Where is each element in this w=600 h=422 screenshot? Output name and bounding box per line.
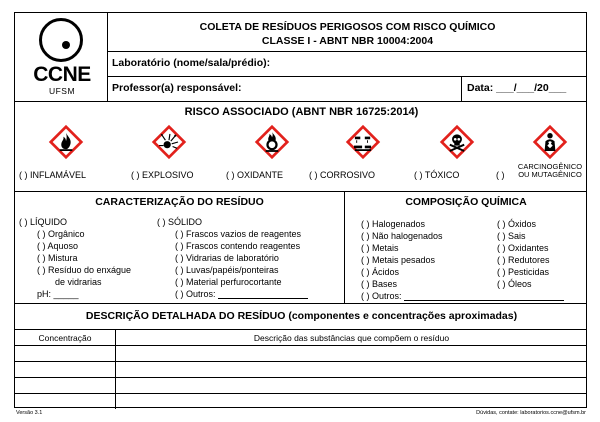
rule [15,303,586,304]
flame-icon [48,124,84,160]
rule [107,76,586,77]
health-hazard-icon [532,124,568,160]
solid-sharps-option[interactable]: ( ) Material perfurocortante [175,277,282,287]
comp-oils-option[interactable]: ( ) Óleos [497,279,532,289]
solid-others-input[interactable] [218,298,308,299]
logo-name: CCNE [33,63,91,86]
explosion-icon [151,124,187,160]
table-row[interactable] [15,345,586,346]
solid-others-label: ( ) Outros: [175,289,216,299]
form-title: COLETA DE RESÍDUOS PERIGOSOS COM RISCO QUÍMICO [199,21,496,33]
table-column-divider [115,329,116,409]
liquid-organic-option[interactable]: ( ) Orgânico [37,229,85,239]
version-label: Versão 3.1 [16,410,43,416]
comp-others-option[interactable] [361,291,564,301]
comp-salts-option[interactable]: ( ) Sais [497,231,526,241]
ph-field[interactable]: pH: _____ [37,289,79,299]
liquid-aqueous-option[interactable]: ( ) Aquoso [37,241,79,251]
risk-corrosive-option[interactable]: ( ) CORROSIVO [309,170,376,180]
comp-heavy-metals-option[interactable]: ( ) Metais pesados [361,255,436,265]
solid-gloves-option[interactable]: ( ) Luvas/papéis/ponteiras [175,265,279,275]
table-row[interactable] [15,377,586,378]
comp-pesticides-option[interactable]: ( ) Pesticidas [497,267,550,277]
rule [15,329,586,330]
comp-others-input[interactable] [404,300,564,301]
concentration-column-header: Concentração [38,333,92,343]
risk-carcinogenic-option[interactable] [512,163,588,179]
comp-metals-option[interactable]: ( ) Metais [361,243,399,253]
composition-title: COMPOSIÇÃO QUÍMICA [405,196,527,208]
solid-others-option[interactable] [175,289,308,299]
solid-option[interactable]: ( ) SÓLIDO [157,217,203,227]
liquid-option[interactable]: ( ) LÍQUIDO [19,217,68,227]
contact-label: Dúvidas, contate: laboratorios.ccne@ufsm.br [476,410,586,416]
risk-explosive-option[interactable]: ( ) EXPLOSIVO [131,170,194,180]
risk-carcinogenic-checkbox[interactable]: ( ) [496,170,505,180]
skull-icon [439,124,475,160]
comp-acids-option[interactable]: ( ) Ácidos [361,267,400,277]
risk-section-title: RISCO ASSOCIADO (ABNT NBR 16725:2014) [184,106,419,118]
logo-sub: UFSM [48,86,76,96]
waste-collection-form [14,12,587,408]
corrosion-icon [345,124,381,160]
comp-bases-option[interactable]: ( ) Bases [361,279,398,289]
carcinogenic-label: CARCINOGÊNICO [517,162,583,171]
comp-others-label: ( ) Outros: [361,291,402,301]
flame-over-circle-icon [254,124,290,160]
comp-halogenated-option[interactable]: ( ) Halogenados [361,219,426,229]
date-field-label[interactable]: Data: ___/___/20___ [467,82,567,94]
solid-glassware-option[interactable]: ( ) Vidrarias de laboratório [175,253,279,263]
comp-reducers-option[interactable]: ( ) Redutores [497,255,550,265]
comp-oxidants-option[interactable]: ( ) Oxidantes [497,243,549,253]
rule [15,191,586,192]
comp-non-halogenated-option[interactable]: ( ) Não halogenados [361,231,443,241]
risk-oxidizing-option[interactable]: ( ) OXIDANTE [226,170,284,180]
lab-field-label[interactable]: Laboratório (nome/sala/prédio): [112,57,271,69]
description-title: DESCRIÇÃO DETALHADA DO RESÍDUO (componentes e concentrações aproximadas) [85,310,518,322]
risk-flammable-option[interactable]: ( ) INFLAMÁVEL [19,170,87,180]
substances-column-header: Descrição das substâncias que compõem o resíduo [253,333,450,343]
liquid-mixture-option[interactable]: ( ) Mistura [37,253,78,263]
liquid-rinse-option[interactable]: ( ) Resíduo do enxágue [37,265,132,275]
ccne-logo-ring-icon [39,18,83,62]
form-subtitle: CLASSE I - ABNT NBR 10004:2004 [261,35,434,47]
date-divider [461,76,462,101]
characterization-title: CARACTERIZAÇÃO DO RESÍDUO [95,196,264,208]
solid-bottles-reagents-option[interactable]: ( ) Frascos contendo reagentes [175,241,301,251]
comp-oxides-option[interactable]: ( ) Óxidos [497,219,537,229]
table-row[interactable] [15,361,586,362]
table-row[interactable] [15,393,586,394]
risk-toxic-option[interactable]: ( ) TÓXICO [414,170,460,180]
solid-empty-bottles-option[interactable]: ( ) Frascos vazios de reagentes [175,229,302,239]
professor-field-label[interactable]: Professor(a) responsável: [112,82,242,94]
liquid-rinse-label-cont: de vidrarias [55,277,102,287]
ccne-logo-dot-icon [62,41,70,49]
mutagenic-label: OU MUTAGÊNICO [518,170,582,179]
rule [15,101,586,102]
rule [107,51,586,52]
